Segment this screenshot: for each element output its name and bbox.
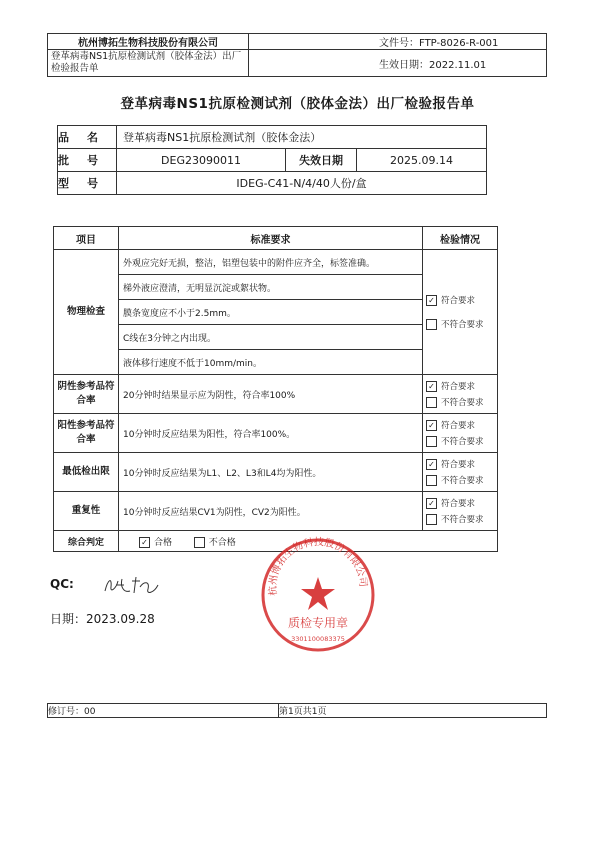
result-cell bbox=[423, 414, 498, 453]
expiry-label: 失效日期 bbox=[286, 149, 357, 172]
col-result-header: 检验情况 bbox=[423, 227, 498, 250]
checked-box-icon: ✓ bbox=[139, 537, 150, 548]
requirement-text: 10分钟时反应结果CV1为阴性，CV2为阳性。 bbox=[119, 492, 423, 531]
requirement-text: 10分钟时反应结果为L1、L2、L3和L4均为阳性。 bbox=[119, 453, 423, 492]
item-physical: 物理检查 bbox=[54, 250, 119, 375]
svg-text:质检专用章: 质检专用章 bbox=[287, 616, 349, 630]
requirement-text: C线在3分钟之内出现。 bbox=[119, 325, 423, 350]
item-negative-reference: 阴性参考品符合率 bbox=[54, 375, 119, 414]
product-info-table bbox=[57, 125, 487, 195]
checkbox-icon bbox=[426, 319, 437, 330]
revision-number: 修订号：00 bbox=[48, 704, 279, 718]
batch-label: 批号 bbox=[58, 149, 117, 172]
document-number: 文件号：FTP-8026-R-001 bbox=[249, 34, 547, 50]
overall-pass-option[interactable]: ✓ 合格 bbox=[139, 538, 172, 548]
effective-date: 生效日期：2022.11.01 bbox=[249, 50, 547, 77]
stamp-seal bbox=[258, 535, 378, 655]
checked-box-icon: ✓ bbox=[426, 295, 437, 306]
checkbox-icon bbox=[426, 436, 437, 447]
header-doc-title: 登革病毒NS1抗原检测试剂（胶体金法）出厂检验报告单 bbox=[48, 50, 249, 77]
model-value: IDEG-C41-N/4/40人份/盒 bbox=[117, 172, 487, 195]
result-cell bbox=[423, 250, 498, 375]
pass-option[interactable]: ✓ 符合要求 bbox=[423, 417, 497, 433]
fail-option[interactable]: 不符合要求 bbox=[423, 394, 497, 410]
col-requirement-header: 标准要求 bbox=[119, 227, 423, 250]
requirement-text: 膜条宽度应不小于2.5mm。 bbox=[119, 300, 423, 325]
inspection-table bbox=[53, 226, 498, 552]
product-name-value: 登革病毒NS1抗原检测试剂（胶体金法） bbox=[117, 126, 487, 149]
qc-label: QC: bbox=[50, 577, 74, 591]
item-positive-reference: 阳性参考品符合率 bbox=[54, 414, 119, 453]
fail-option[interactable]: 不符合要求 bbox=[423, 316, 497, 332]
company-name: 杭州博拓生物科技股份有限公司 bbox=[48, 34, 249, 50]
requirement-text: 液体移行速度不低于10mm/min。 bbox=[119, 350, 423, 375]
qc-date bbox=[50, 610, 155, 627]
model-label: 型号 bbox=[58, 172, 117, 195]
result-cell bbox=[423, 492, 498, 531]
checked-box-icon: ✓ bbox=[426, 420, 437, 431]
pass-option[interactable]: ✓ 符合要求 bbox=[423, 378, 497, 394]
requirement-text: 20分钟时结果显示应为阴性，符合率100% bbox=[119, 375, 423, 414]
overall-fail-option[interactable]: 不合格 bbox=[194, 538, 236, 548]
pass-option[interactable]: ✓ 符合要求 bbox=[423, 292, 497, 308]
svg-text:3301100083375: 3301100083375 bbox=[291, 635, 345, 643]
requirement-text: 外观应完好无损，整洁，铝塑包装中的附件应齐全，标签准确。 bbox=[119, 250, 423, 275]
requirement-text: 10分钟时反应结果为阳性，符合率100%。 bbox=[119, 414, 423, 453]
qc-date-label: 日期： bbox=[50, 612, 87, 626]
document-header bbox=[47, 33, 547, 77]
pass-option[interactable]: ✓ 符合要求 bbox=[423, 495, 497, 511]
requirement-text: 梯外液应澄清，无明显沉淀或絮状物。 bbox=[119, 275, 423, 300]
overall-judgement-label: 综合判定 bbox=[54, 531, 119, 552]
checkbox-icon bbox=[426, 514, 437, 525]
qc-date-value: 2023.09.28 bbox=[86, 612, 155, 626]
batch-value: DEG23090011 bbox=[117, 149, 286, 172]
qc-signature bbox=[102, 573, 162, 601]
page-number: 第1页共1页 bbox=[279, 704, 547, 718]
product-name-label: 品名 bbox=[58, 126, 117, 149]
fail-option[interactable]: 不符合要求 bbox=[423, 433, 497, 449]
signature-image bbox=[102, 573, 162, 597]
result-cell bbox=[423, 453, 498, 492]
pass-option[interactable]: ✓ 符合要求 bbox=[423, 456, 497, 472]
fail-option[interactable]: 不符合要求 bbox=[423, 511, 497, 527]
checked-box-icon: ✓ bbox=[426, 381, 437, 392]
quality-stamp bbox=[258, 535, 378, 655]
item-repeatability: 重复性 bbox=[54, 492, 119, 531]
expiry-value: 2025.09.14 bbox=[357, 149, 487, 172]
checkbox-icon bbox=[194, 537, 205, 548]
fail-option[interactable]: 不符合要求 bbox=[423, 472, 497, 488]
svg-text:杭州博拓生物科技股份有限公司: 杭州博拓生物科技股份有限公司 bbox=[267, 537, 369, 597]
checkbox-icon bbox=[426, 397, 437, 408]
page-title: 登革病毒NS1抗原检测试剂（胶体金法）出厂检验报告单 bbox=[120, 96, 475, 112]
document-footer bbox=[47, 703, 547, 718]
checked-box-icon: ✓ bbox=[426, 459, 437, 470]
col-item-header: 项目 bbox=[54, 227, 119, 250]
result-cell bbox=[423, 375, 498, 414]
item-limit-of-detection: 最低检出限 bbox=[54, 453, 119, 492]
checked-box-icon: ✓ bbox=[426, 498, 437, 509]
checkbox-icon bbox=[426, 475, 437, 486]
